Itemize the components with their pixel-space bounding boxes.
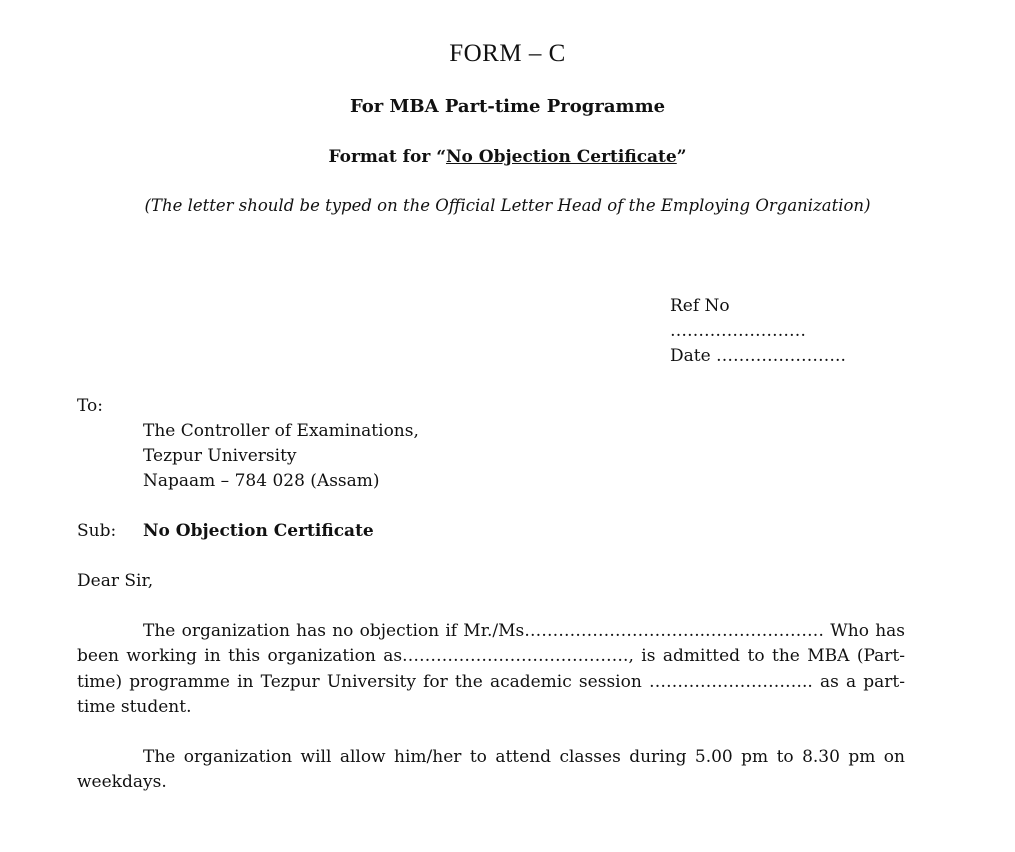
body-paragraph: The organization has no objection if Mr./Ms…………………………..………………… Who has been working in this organization as…………………………………., is admitted to the MBA (Part-time) programme in Tezpur University for the academic session ……………………….. as a part-time student. [77,621,905,717]
recipient-address [143,419,419,494]
salutation: Dear Sir, [77,571,154,591]
format-title: No Objection Certificate [445,147,677,167]
ref-value: …………………… [670,321,806,341]
to-label: To: [77,396,103,416]
format-heading [0,147,1015,167]
reference-block [670,294,846,369]
format-suffix: ” [676,147,687,167]
address-line: Napaam – 784 028 (Assam) [143,471,380,491]
address-line: The Controller of Examinations, [143,421,419,441]
address-line: Tezpur University [143,446,297,466]
programme-heading: For MBA Part-time Programme [349,96,666,117]
subject-label: Sub: [77,521,117,541]
body-paragraph: The organization will allow him/her to attend classes during 5.00 pm to 8.30 pm on weekdays. [77,747,905,793]
format-prefix: Format for “ [328,147,446,167]
subject-text: No Objection Certificate [143,521,374,541]
date-line: Date ………………….. [670,346,846,366]
form-title: FORM – C [449,40,566,67]
letterhead-note: (The letter should be typed on the Official Letter Head of the Employing Organization) [144,196,871,215]
ref-label: Ref No [670,296,730,316]
